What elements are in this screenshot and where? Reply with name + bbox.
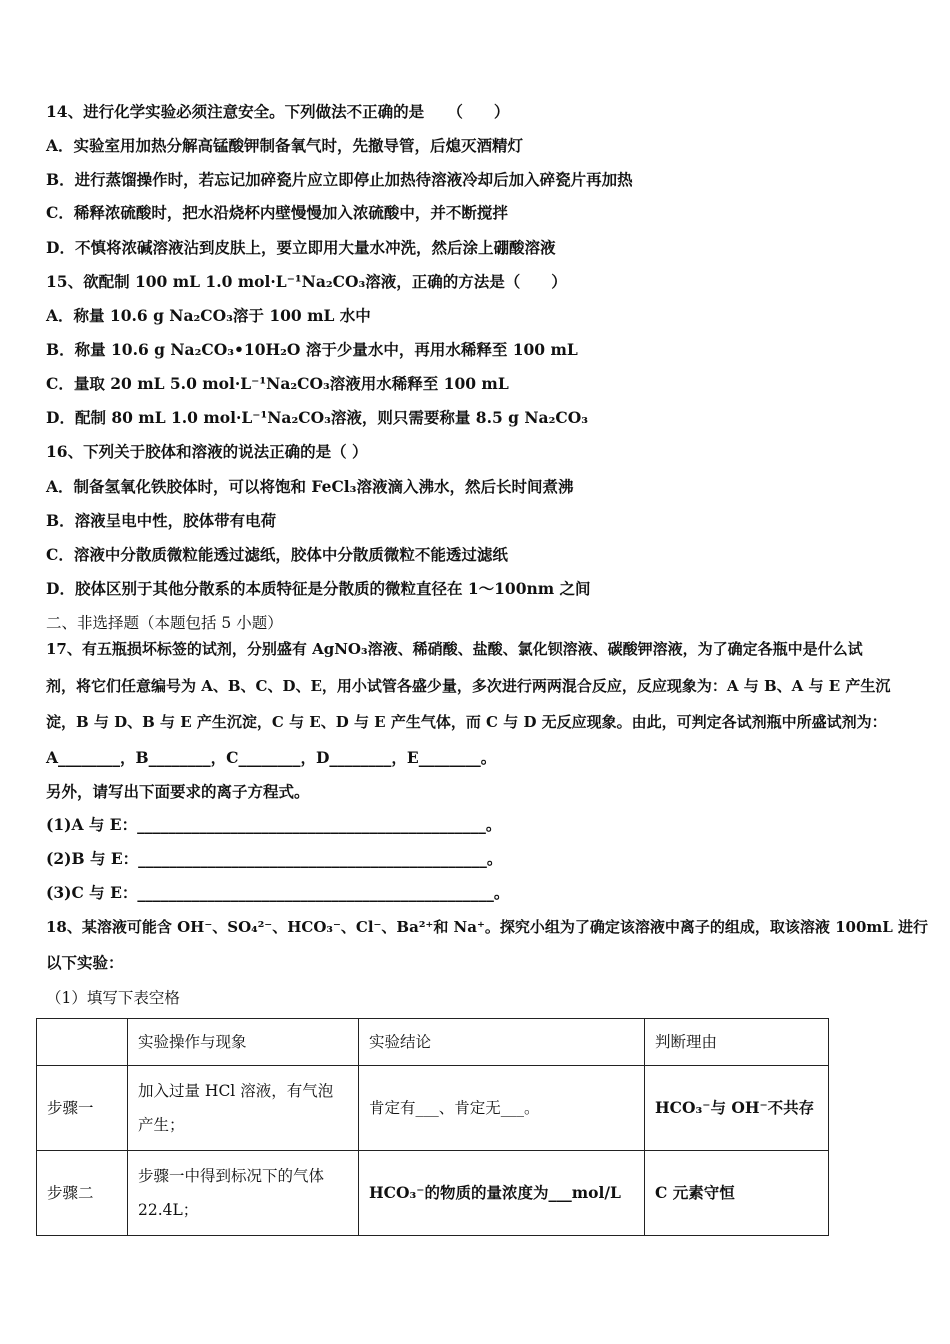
header-cell: 实验操作与现象 [128,1019,359,1066]
table-row [37,1066,829,1151]
step-cell: 步骤一 [37,1066,128,1151]
option-a: A．制备氢氧化铁胶体时，可以将饱和 FeCl₃溶液滴入沸水，然后长时间煮沸 [46,477,574,496]
question-stem: 15、欲配制 100 mL 1.0 mol·L⁻¹Na₂CO₃溶液，正确的方法是（ ） [46,272,567,291]
option-b: B．进行蒸馏操作时，若忘记加碎瓷片应立即停止加热待溶液冷却后加入碎瓷片再加热 [46,170,633,189]
header-cell [37,1019,128,1066]
operation-cell: 加入过量 HCl 溶液，有气泡产生； [128,1066,359,1151]
header-cell: 判断理由 [645,1019,829,1066]
q17-equation-1: (1)A 与 E：_____________________________________________。 [46,815,502,834]
table-row [37,1151,829,1236]
option-d: D．不慎将浓碱溶液沾到皮肤上，要立即用大量水冲洗，然后涂上硼酸溶液 [46,238,556,257]
operation-cell: 步骤一中得到标况下的气体 22.4L； [128,1151,359,1236]
header-cell: 实验结论 [359,1019,645,1066]
q18-subquestion: （1）填写下表空格 [46,989,180,1007]
option-c: C．量取 20 mL 5.0 mol·L⁻¹Na₂CO₃溶液用水稀释至 100 mL [46,374,509,393]
question-stem: 16、下列关于胶体和溶液的说法正确的是（ ） [46,442,368,461]
option-d: D．胶体区别于其他分散系的本质特征是分散质的微粒直径在 1～100nm 之间 [46,579,591,598]
option-b: B．称量 10.6 g Na₂CO₃•10H₂O 溶于少量水中，再用水稀释至 100 mL [46,340,578,359]
q18-line: 18、某溶液可能含 OH⁻、SO₄²⁻、HCO₃⁻、Cl⁻、Ba²⁺和 Na⁺。探究小组为了确定该溶液中离子的组成，取该溶液 100mL 进行 [46,918,929,936]
reason-cell: HCO₃⁻与 OH⁻不共存 [645,1066,829,1151]
question-stem: 14、进行化学实验必须注意安全。下列做法不正确的是 （ ） [46,102,510,121]
q17-line: 剂，将它们任意编号为 A、B、C、D、E，用小试管各盛少量，多次进行两两混合反应，反应现象为：A 与 B、A 与 E 产生沉 [46,677,891,695]
conclusion-cell: HCO₃⁻的物质的量浓度为___mol/L [359,1151,645,1236]
option-d: D．配制 80 mL 1.0 mol·L⁻¹Na₂CO₃溶液，则只需要称量 8.5 g Na₂CO₃ [46,408,589,427]
q17-equation-2: (2)B 与 E：_____________________________________________。 [46,849,503,868]
experiment-table [36,1018,829,1236]
option-b: B．溶液呈电中性，胶体带有电荷 [46,511,277,530]
table-header-row [37,1019,829,1066]
option-a: A．实验室用加热分解高锰酸钾制备氧气时，先撤导管，后熄灭酒精灯 [46,136,524,155]
conclusion-cell: 肯定有___、肯定无___。 [359,1066,645,1151]
q17-blanks: A________，B________，C________，D________，E________。 [46,748,497,767]
option-c: C．稀释浓硫酸时，把水沿烧杯内壁慢慢加入浓硫酸中，并不断搅拌 [46,203,508,222]
q17-line: 另外，请写出下面要求的离子方程式。 [46,782,310,801]
q18-line: 以下实验： [46,953,124,972]
q17-line: 17、有五瓶损坏标签的试剂，分别盛有 AgNO₃溶液、稀硝酸、盐酸、氯化钡溶液、碳酸钾溶液，为了确定各瓶中是什么试 [46,640,863,658]
q17-line: 淀，B 与 D、B 与 E 产生沉淀，C 与 E、D 与 E 产生气体，而 C 与 D 无反应现象。由此，可判定各试剂瓶中所盛试剂为： [46,713,887,731]
step-cell: 步骤二 [37,1151,128,1236]
reason-cell: C 元素守恒 [645,1151,829,1236]
q17-equation-3: (3)C 与 E：______________________________________________。 [46,883,510,902]
section-heading: 二、非选择题（本题包括 5 小题） [46,614,283,632]
option-c: C．溶液中分散质微粒能透过滤纸，胶体中分散质微粒不能透过滤纸 [46,545,508,564]
option-a: A．称量 10.6 g Na₂CO₃溶于 100 mL 水中 [46,306,371,325]
